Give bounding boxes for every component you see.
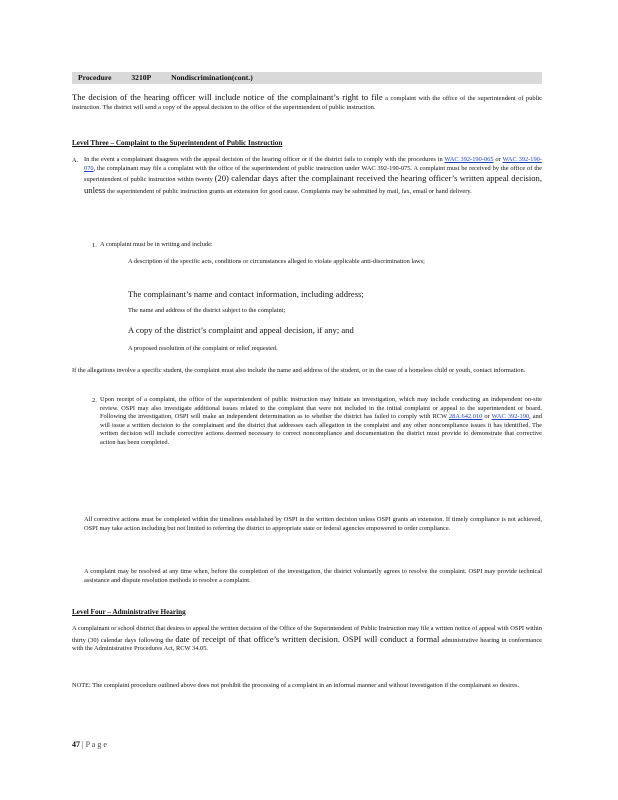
rcw-link[interactable]: 28A.642.010: [448, 413, 483, 421]
intro-big-text: The decision of the hearing officer will include notice of the complainant’s right to file: [72, 92, 383, 102]
intro-paragraph: [72, 92, 542, 112]
bullet-item: [112, 307, 542, 316]
procedure-number: 3210P: [131, 73, 152, 82]
bullet-text: A description of the specific acts, conditions or circumstances alleged to violate applicable anti-discrimination laws;: [128, 258, 425, 265]
page-label: P a g e: [85, 740, 107, 749]
procedure-title: Nondiscrimination(cont.): [171, 73, 253, 82]
paragraph-a-text-3: the superintendent of public instruction grants an extension for good cause. Complaints may be submitted by mail, fax, email or hand delivery.: [107, 187, 472, 195]
bullet-text: The complainant’s name and contact information, including address;: [128, 289, 364, 299]
student-note: If the allegations involve a specific student, the complaint must also include the name and address of the student, or in the case of a homeless child or youth, contact information.: [72, 367, 526, 374]
bullet-item: [112, 258, 542, 267]
paragraph-a-text-1: In the event a complainant disagrees with the appeal decision of the hearing officer or if the district fails to comply with the procedures in: [84, 156, 443, 163]
level-three-heading: Level Three – Complaint to the Superintendent of Public Instruction: [72, 139, 283, 147]
item-2-paragraph: [100, 396, 542, 448]
procedure-header-bar: [72, 72, 542, 84]
item-2-text-1: Upon receipt of a complaint, the office of the superintendent of public instruction may initiate an investigation, which may include conducting an independent on-site review. OSPI may also investigate additional issues related to the complaint that were not included in the initial complaint or appeal to the superintendent or board. Following the investigation, OSPI will make an independent determination as to whether the district has failed to comply with RCW: [100, 396, 542, 421]
or-text: or: [495, 156, 501, 163]
resolve-paragraph: A complaint may be resolved at any time when, before the completion of the investigation, the district voluntarily agrees to resolve the complaint. OSPI may provide technical assistance and dispute resolution methods to resolve a complaint.: [84, 568, 542, 584]
bullet-item: [112, 325, 542, 335]
item-1-text: A complaint must be in writing and include:: [100, 241, 213, 248]
bullet-item: [112, 289, 542, 299]
bullet-text: A copy of the district’s complaint and appeal decision, if any; and: [128, 325, 354, 335]
level-four-text-1: A complainant or school district that desires to appeal the written decision of the Office of the Superintendent of Public Instruction may file a written notice of appeal with OSPI within thirty (30) calendar days following the: [72, 625, 542, 644]
procedure-label: Procedure: [78, 73, 112, 82]
bullet-text: A proposed resolution of the complaint or relief requested.: [128, 345, 278, 352]
intro-rest-2: the office of the superintendent of public instruction.: [240, 103, 376, 111]
paragraph-a-big: (20) calendar days after the complainant received the hearing officer’s written appeal decision, unless: [84, 173, 542, 195]
level-four-big: date of receipt of that office’s written decision. OSPI will conduct a formal: [175, 633, 440, 644]
intro-rest-1: a complaint with the office of the superintendent of public instruction. The district will send a copy of the appeal decision to: [72, 95, 542, 111]
paragraph-a-text-2: , the complainant may file a complaint with the office of the superintendent of public instruction under WAC 392-190-075. A complaint must be received by the office of the superintendent of public instruction within twenty: [84, 164, 542, 184]
level-four-text-2: administrative hearing in conformance with the Administrative Procedures Act, RCW 34.05.: [72, 636, 542, 653]
note-paragraph: NOTE: The complaint procedure outlined above does not prohibit the processing of a complaint in an informal manner and without investigation if the complainant so desires.: [72, 682, 520, 689]
wac-065-link[interactable]: WAC 392-190-065: [444, 156, 494, 163]
bullet-item: [112, 345, 542, 354]
wac-070-link[interactable]: WAC 392-190-070: [84, 156, 543, 172]
level-three-paragraph-a: [84, 156, 542, 196]
level-four-paragraph: [72, 625, 542, 654]
corrective-actions-paragraph: All corrective actions must be completed within the timelines established by OSPI in the written decision unless OSPI grants an extension. If timely compliance is not achieved, OSPI may take action including but not limited to referring the district to appropriate state or federal agencies empowered to order compliance.: [84, 516, 542, 532]
bullet-text: The name and address of the district subject to the complaint;: [128, 307, 286, 314]
or-text: or: [484, 413, 490, 421]
item-a-label: A.: [72, 157, 79, 164]
footer-separator: |: [80, 740, 86, 749]
page-number: 47: [72, 740, 80, 749]
item-1-label: 1.: [92, 242, 97, 249]
page-footer: [72, 740, 107, 749]
level-four-heading: Level Four – Administrative Hearing: [72, 608, 186, 616]
wac-392-190-link[interactable]: WAC 392-190: [491, 413, 530, 421]
item-2-label: 2.: [92, 397, 97, 404]
item-2-text-2: , and will issue a written decision to the complainant and the district that addresses each allegation in the complaint and any other noncompliance issues it has identified. The written decision will include corrective actions deemed necessary to correct noncompliance and documentation the district must provide to demonstrate that corrective action has been completed.: [100, 413, 542, 446]
